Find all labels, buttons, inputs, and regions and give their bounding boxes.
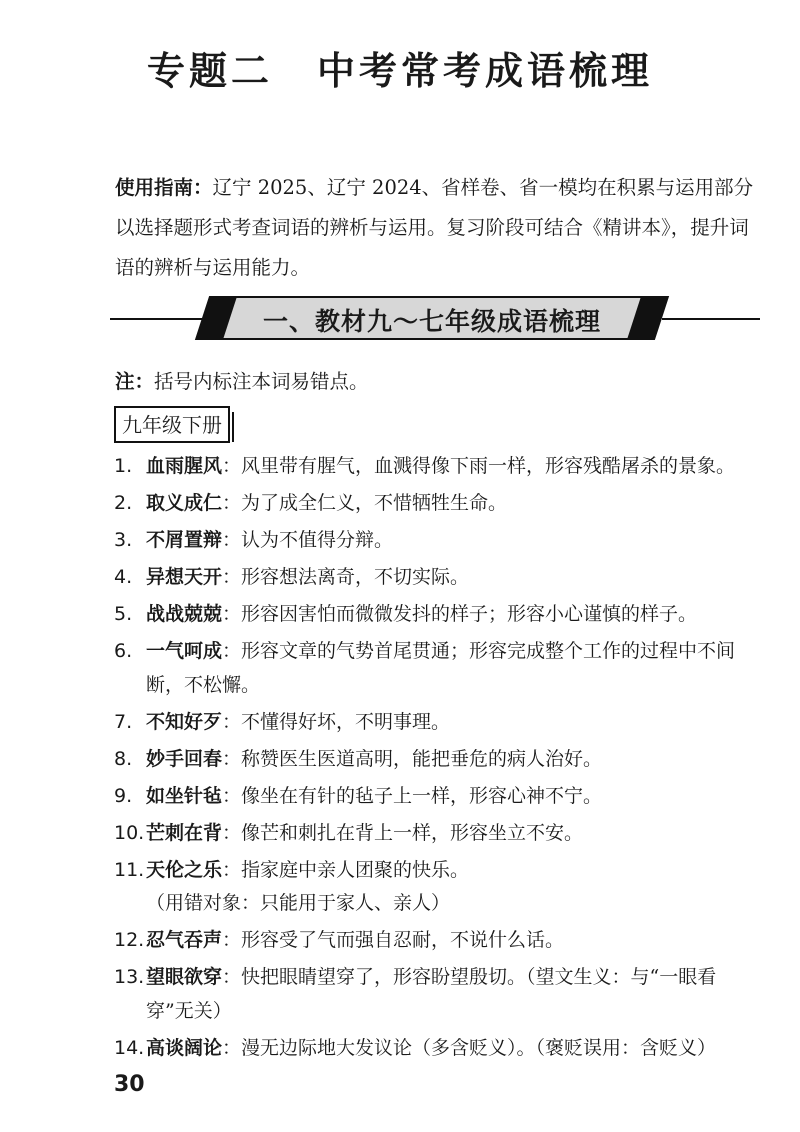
- item-definition: ：形容想法离奇，不切实际。: [222, 566, 470, 588]
- idiom-list: [114, 450, 762, 1069]
- item-term: 望眼欲穿: [146, 966, 223, 988]
- item-note: （望文生义：与“一眼看穿”无关）: [146, 966, 717, 1022]
- item-number: 5.: [114, 603, 133, 625]
- note-text: 括号内标注本词易错点。: [154, 370, 369, 393]
- list-item: [114, 924, 762, 958]
- item-definition: ：像芒和刺扎在背上一样，形容坐立不安。: [222, 821, 584, 844]
- title-part2: 中考常考成语梳理: [317, 49, 654, 93]
- item-definition: ：指家庭中亲人团聚的快乐。: [222, 858, 470, 881]
- item-number: 11.: [114, 858, 145, 881]
- list-item: [114, 780, 762, 814]
- usage-guide-text: 辽宁 2025、辽宁 2024、省样卷、省一模均在积累与运用部分以选择题形式考查词语的辨析与运用。复习阶段可结合《精讲本》，提升词语的辨析与运用能力。: [115, 176, 754, 279]
- item-definition: ：认为不值得分辩。: [222, 529, 394, 551]
- list-item: [114, 561, 762, 595]
- item-term: 忍气吞声: [146, 929, 223, 951]
- item-definition: ：不懂得好坏，不明事理。: [222, 710, 451, 733]
- item-number: 4.: [114, 566, 133, 588]
- item-term: 不屑置辩: [146, 529, 223, 551]
- item-number: 8.: [114, 747, 133, 770]
- note-label: 注：: [115, 370, 155, 393]
- item-number: 1.: [114, 455, 133, 477]
- item-number: 14.: [114, 1036, 145, 1059]
- list-item: [114, 598, 762, 632]
- item-definition: ：快把眼睛望穿了，形容盼望殷切。: [222, 966, 527, 988]
- item-term: 芒刺在背: [146, 821, 223, 844]
- item-term: 取义成仁: [146, 492, 223, 514]
- item-term: 妙手回春: [146, 747, 223, 770]
- page-title: [0, 40, 800, 95]
- list-item: [114, 635, 762, 702]
- item-definition: ：漫无边际地大发议论（多含贬义）。: [222, 1036, 536, 1059]
- item-definition: ：形容文章的气势首尾贯通；形容完成整个工作的过程中不间断，不松懈。: [146, 640, 736, 696]
- list-item: [114, 854, 762, 921]
- item-term: 如坐针毡: [146, 784, 223, 807]
- item-number: 3.: [114, 529, 133, 551]
- item-note: （褒贬误用：含贬义）: [535, 1036, 717, 1059]
- item-definition: ：形容因害怕而微微发抖的样子；形容小心谨慎的样子。: [222, 603, 698, 625]
- item-number: 6.: [114, 640, 133, 662]
- title-part1: 专题二: [146, 49, 273, 93]
- list-item: [114, 961, 762, 1028]
- item-number: 2.: [114, 492, 133, 514]
- list-item: [114, 450, 762, 484]
- grade-label: 九年级下册: [114, 406, 230, 443]
- list-item: [114, 817, 762, 851]
- section-title: 一、教材九～七年级成语梳理: [262, 307, 601, 336]
- item-term: 高谈阔论: [146, 1036, 223, 1059]
- item-term: 不知好歹: [146, 710, 223, 733]
- section-header: [110, 292, 760, 346]
- item-definition: ：像坐在有针的毡子上一样，形容心神不宁。: [222, 784, 603, 807]
- item-definition: ：为了成全仁义，不惜牺牲生命。: [222, 492, 508, 514]
- item-term: 异想天开: [146, 566, 223, 588]
- item-definition: ：称赞医生医道高明，能把垂危的病人治好。: [222, 747, 603, 770]
- item-term: 一气呵成: [146, 640, 223, 662]
- section-banner: [202, 296, 662, 340]
- item-number: 13.: [114, 966, 145, 988]
- item-term: 血雨腥风: [146, 455, 223, 477]
- item-term: 战战兢兢: [146, 603, 223, 625]
- item-definition: ：风里带有腥气，血溅得像下雨一样，形容残酷屠杀的景象。: [222, 455, 736, 477]
- page-number: 30: [114, 1072, 145, 1097]
- item-number: 9.: [114, 784, 133, 807]
- note: [115, 366, 369, 394]
- usage-guide: [115, 168, 755, 288]
- item-note: （用错对象：只能用于家人、亲人）: [146, 892, 451, 914]
- item-number: 7.: [114, 710, 133, 733]
- usage-guide-label: 使用指南：: [115, 176, 213, 199]
- item-term: 天伦之乐: [146, 858, 223, 881]
- list-item: [114, 487, 762, 521]
- list-item: [114, 1032, 762, 1066]
- list-item: [114, 524, 762, 558]
- item-number: 10.: [114, 821, 145, 844]
- list-item: [114, 706, 762, 740]
- item-number: 12.: [114, 929, 145, 951]
- item-definition: ：形容受了气而强自忍耐，不说什么话。: [222, 929, 565, 951]
- list-item: [114, 743, 762, 777]
